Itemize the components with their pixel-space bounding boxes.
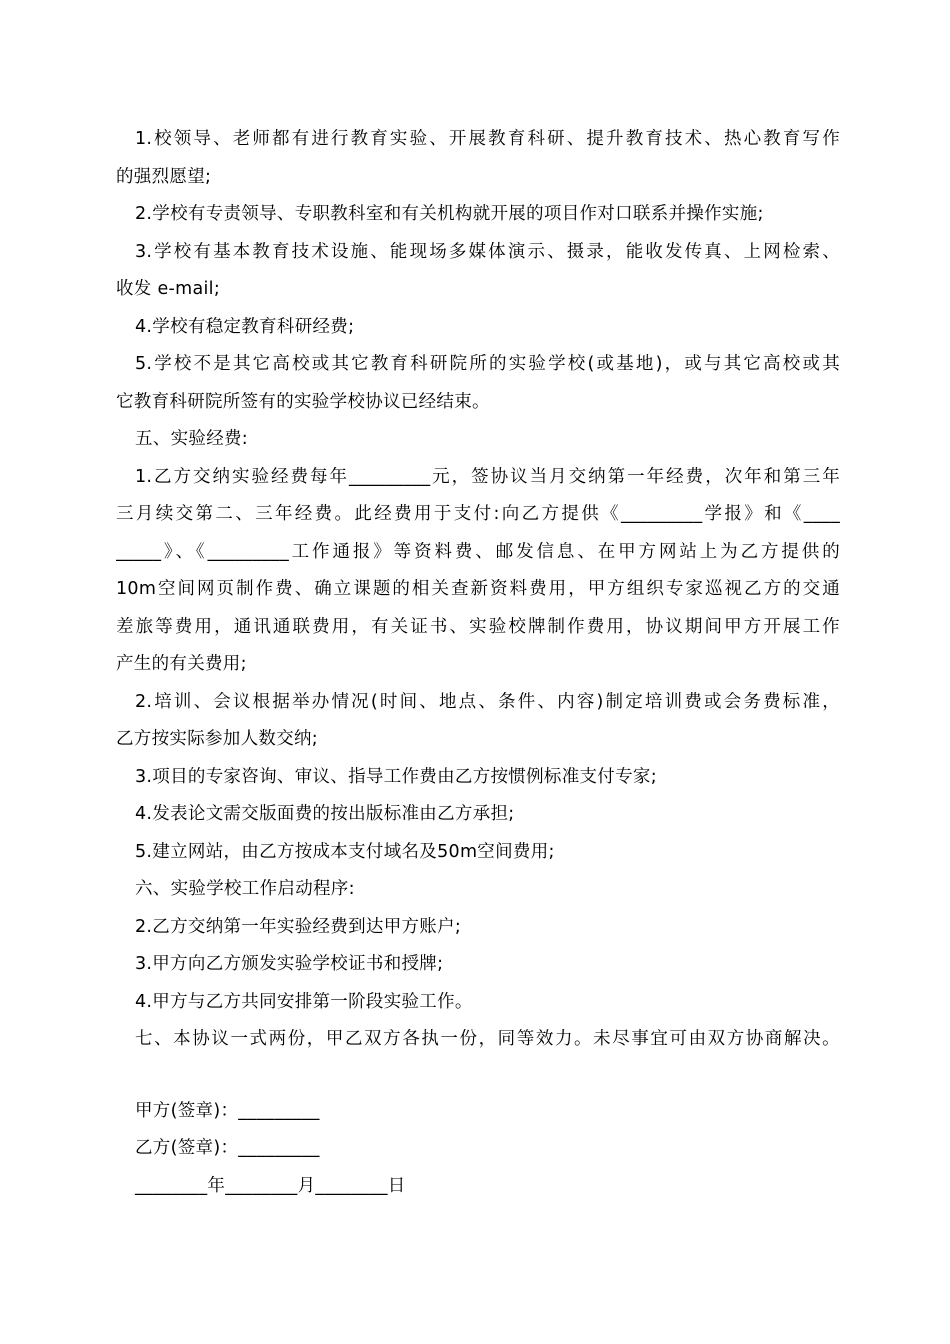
text-line: 4.学校有稳定教育科研经费;	[135, 316, 355, 337]
text-line: 4.发表论文需交版面费的按出版标准由乙方承担;	[135, 804, 515, 824]
text-line: 10m空间网页制作费、确立课题的相关查新资料费用，甲方组织专家巡视乙方的交通	[116, 579, 840, 599]
text-line: 1.校领导、老师都有进行教育实验、开展教育科研、提升教育技术、热心教育写作	[135, 129, 840, 149]
section-heading: 五、实验经费:	[135, 429, 248, 449]
signature-party-a: 甲方(签章)：_________	[135, 1100, 320, 1121]
text-line: 乙方按实际参加人数交纳;	[116, 729, 318, 749]
text-line: 1.乙方交纳实验经费每年_________元，签协议当月交纳第一年经费，次年和第三年	[135, 466, 840, 487]
signature-date: ________年________月________日	[135, 1175, 406, 1196]
text-line: 2.培训、会议根据举办情况(时间、地点、条件、内容)制定培训费或会务费标准，	[135, 691, 840, 712]
text-line: 三月续交第二、三年经费。此经费用于支付:向乙方提供《_________学报》和《____	[116, 504, 840, 524]
section-heading: 七、本协议一式两份，甲乙双方各执一份，同等效力。未尽事宜可由双方协商解决。	[135, 1029, 840, 1049]
section-heading: 六、实验学校工作启动程序:	[135, 879, 355, 899]
spacer	[116, 1059, 840, 1093]
text-line: 它教育科研院所签有的实验学校协议已经结束。	[116, 391, 490, 412]
signature-party-b: 乙方(签章)：_________	[135, 1138, 320, 1158]
text-line: 产生的有关费用;	[116, 654, 247, 674]
text-line: 收发 e-mail;	[116, 279, 221, 299]
text-line: 4.甲方与乙方共同安排第一阶段实验工作。	[135, 991, 473, 1012]
text-line: 5.建立网站，由乙方按成本支付域名及50m空间费用;	[135, 841, 555, 862]
text-line: 3.甲方向乙方颁发实验学校证书和授牌;	[135, 954, 444, 974]
document-page	[116, 121, 840, 1205]
text-line: 3.学校有基本教育技术设施、能现场多媒体演示、摄录，能收发传真、上网检索、	[135, 241, 840, 262]
text-line: 2.学校有专责领导、专职教科室和有关机构就开展的项目作对口联系并操作实施;	[135, 204, 764, 224]
text-line: 差旅等费用，通讯通联费用，有关证书、实验校牌制作费用，协议期间甲方开展工作	[116, 616, 840, 637]
text-line: _____》、《_________工作通报》等资料费、邮发信息、在甲方网站上为乙方提供的	[116, 541, 840, 562]
text-line: 的强烈愿望;	[116, 166, 212, 187]
text-line: 5.学校不是其它高校或其它教育科研院所的实验学校(或基地)，或与其它高校或其	[135, 354, 840, 374]
text-line: 2.乙方交纳第一年实验经费到达甲方账户;	[135, 916, 462, 937]
text-line: 3.项目的专家咨询、审议、指导工作费由乙方按惯例标准支付专家;	[135, 766, 657, 787]
